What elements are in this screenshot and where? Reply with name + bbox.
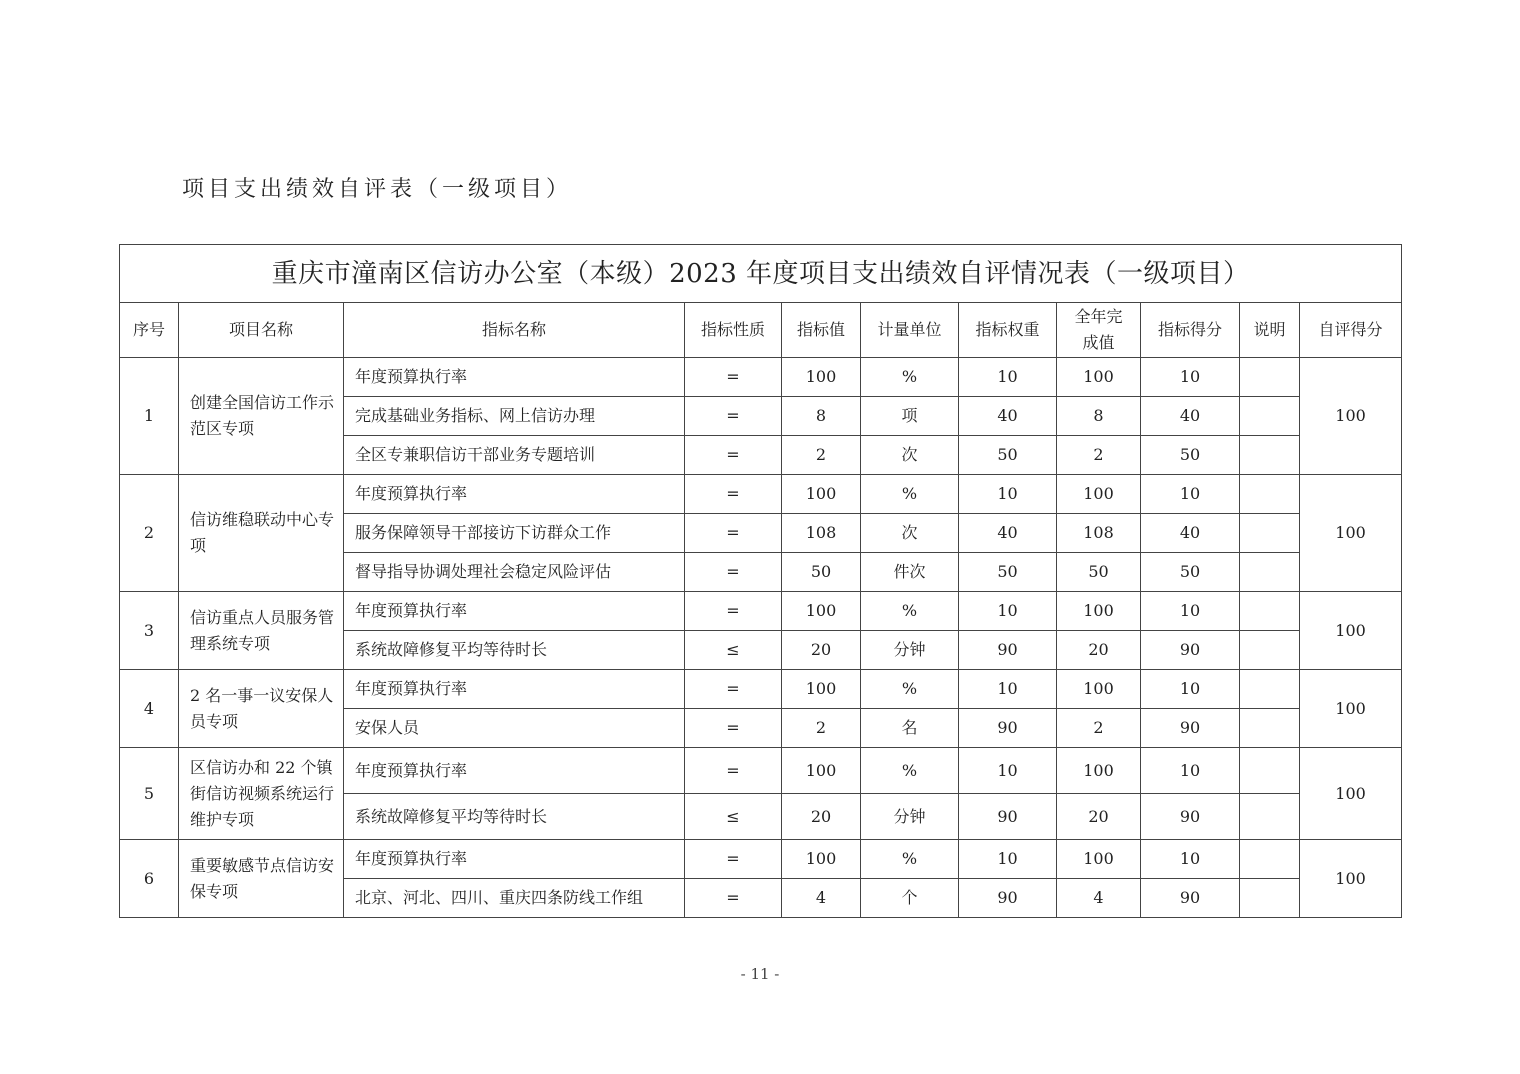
self-score-cell: 100 xyxy=(1300,592,1402,670)
indicator-actual-cell: 100 xyxy=(1057,358,1141,397)
indicator-actual-cell: 20 xyxy=(1057,794,1141,840)
indicator-nature-cell: = xyxy=(685,397,782,436)
indicator-nature-cell: = xyxy=(685,879,782,918)
project-name-cell: 信访重点人员服务管理系统专项 xyxy=(179,592,344,670)
indicator-note-cell xyxy=(1240,553,1300,592)
header-cell: 项目名称 xyxy=(179,303,344,358)
indicator-nature-cell: = xyxy=(685,840,782,879)
indicator-value-cell: 20 xyxy=(782,794,861,840)
indicator-value-cell: 100 xyxy=(782,475,861,514)
project-name-cell: 重要敏感节点信访安保专项 xyxy=(179,840,344,918)
indicator-note-cell xyxy=(1240,709,1300,748)
project-name-cell: 区信访办和 22 个镇街信访视频系统运行维护专项 xyxy=(179,748,344,840)
indicator-points-cell: 10 xyxy=(1141,840,1240,879)
indicator-nature-cell: = xyxy=(685,709,782,748)
indicator-nature-cell: = xyxy=(685,436,782,475)
indicator-unit-cell: 项 xyxy=(861,397,959,436)
indicator-nature-cell: = xyxy=(685,514,782,553)
project-no-cell: 3 xyxy=(120,592,179,670)
project-no-cell: 1 xyxy=(120,358,179,475)
indicator-unit-cell: 分钟 xyxy=(861,794,959,840)
indicator-points-cell: 40 xyxy=(1141,514,1240,553)
self-score-cell: 100 xyxy=(1300,358,1402,475)
header-cell: 序号 xyxy=(120,303,179,358)
indicator-weight-cell: 10 xyxy=(959,475,1057,514)
project-no-cell: 4 xyxy=(120,670,179,748)
header-cell: 指标名称 xyxy=(344,303,685,358)
indicator-actual-cell: 100 xyxy=(1057,592,1141,631)
indicator-value-cell: 100 xyxy=(782,748,861,794)
indicator-actual-cell: 2 xyxy=(1057,436,1141,475)
indicator-actual-cell: 100 xyxy=(1057,748,1141,794)
indicator-points-cell: 50 xyxy=(1141,553,1240,592)
project-no-cell: 5 xyxy=(120,748,179,840)
indicator-actual-cell: 100 xyxy=(1057,840,1141,879)
indicator-points-cell: 10 xyxy=(1141,670,1240,709)
indicator-weight-cell: 40 xyxy=(959,397,1057,436)
table-title: 重庆市潼南区信访办公室（本级）2023 年度项目支出绩效自评情况表（一级项目） xyxy=(120,245,1402,303)
indicator-value-cell: 50 xyxy=(782,553,861,592)
indicator-weight-cell: 40 xyxy=(959,514,1057,553)
indicator-name-cell: 完成基础业务指标、网上信访办理 xyxy=(344,397,685,436)
indicator-name-cell: 年度预算执行率 xyxy=(344,592,685,631)
indicator-nature-cell: = xyxy=(685,553,782,592)
self-score-cell: 100 xyxy=(1300,840,1402,918)
indicator-weight-cell: 90 xyxy=(959,709,1057,748)
indicator-name-cell: 年度预算执行率 xyxy=(344,748,685,794)
indicator-weight-cell: 90 xyxy=(959,794,1057,840)
header-cell: 自评得分 xyxy=(1300,303,1402,358)
indicator-value-cell: 100 xyxy=(782,670,861,709)
indicator-nature-cell: ≤ xyxy=(685,794,782,840)
header-cell: 指标性质 xyxy=(685,303,782,358)
indicator-nature-cell: = xyxy=(685,670,782,709)
project-name-cell: 2 名一事一议安保人员专项 xyxy=(179,670,344,748)
indicator-value-cell: 20 xyxy=(782,631,861,670)
indicator-name-cell: 服务保障领导干部接访下访群众工作 xyxy=(344,514,685,553)
indicator-name-cell: 督导指导协调处理社会稳定风险评估 xyxy=(344,553,685,592)
project-no-cell: 2 xyxy=(120,475,179,592)
indicator-actual-cell: 100 xyxy=(1057,475,1141,514)
indicator-nature-cell: = xyxy=(685,592,782,631)
indicator-weight-cell: 10 xyxy=(959,358,1057,397)
indicator-note-cell xyxy=(1240,840,1300,879)
indicator-name-cell: 年度预算执行率 xyxy=(344,840,685,879)
indicator-value-cell: 108 xyxy=(782,514,861,553)
indicator-nature-cell: = xyxy=(685,475,782,514)
indicator-value-cell: 8 xyxy=(782,397,861,436)
indicator-note-cell xyxy=(1240,879,1300,918)
indicator-nature-cell: ≤ xyxy=(685,631,782,670)
indicator-unit-cell: 分钟 xyxy=(861,631,959,670)
indicator-unit-cell: 件次 xyxy=(861,553,959,592)
table-row xyxy=(120,592,1402,631)
document-heading: 项目支出绩效自评表（一级项目） xyxy=(182,177,573,202)
indicator-value-cell: 2 xyxy=(782,436,861,475)
indicator-value-cell: 2 xyxy=(782,709,861,748)
indicator-actual-cell: 2 xyxy=(1057,709,1141,748)
indicator-note-cell xyxy=(1240,397,1300,436)
indicator-value-cell: 4 xyxy=(782,879,861,918)
header-cell: 指标得分 xyxy=(1141,303,1240,358)
header-cell: 全年完成值 xyxy=(1057,303,1141,358)
indicator-note-cell xyxy=(1240,748,1300,794)
indicator-points-cell: 90 xyxy=(1141,631,1240,670)
indicator-name-cell: 北京、河北、四川、重庆四条防线工作组 xyxy=(344,879,685,918)
indicator-weight-cell: 90 xyxy=(959,631,1057,670)
indicator-unit-cell: 次 xyxy=(861,436,959,475)
indicator-actual-cell: 20 xyxy=(1057,631,1141,670)
table-row xyxy=(120,748,1402,794)
indicator-value-cell: 100 xyxy=(782,592,861,631)
indicator-unit-cell: % xyxy=(861,748,959,794)
indicator-points-cell: 40 xyxy=(1141,397,1240,436)
indicator-weight-cell: 10 xyxy=(959,748,1057,794)
indicator-weight-cell: 50 xyxy=(959,553,1057,592)
table-row xyxy=(120,840,1402,879)
indicator-actual-cell: 108 xyxy=(1057,514,1141,553)
indicator-note-cell xyxy=(1240,436,1300,475)
header-cell: 指标值 xyxy=(782,303,861,358)
indicator-value-cell: 100 xyxy=(782,840,861,879)
table-row xyxy=(120,475,1402,514)
indicator-unit-cell: 个 xyxy=(861,879,959,918)
page-number: - 11 - xyxy=(740,965,780,983)
project-name-cell: 信访维稳联动中心专项 xyxy=(179,475,344,592)
indicator-unit-cell: 名 xyxy=(861,709,959,748)
indicator-unit-cell: % xyxy=(861,592,959,631)
indicator-name-cell: 系统故障修复平均等待时长 xyxy=(344,631,685,670)
self-score-cell: 100 xyxy=(1300,748,1402,840)
indicator-actual-cell: 50 xyxy=(1057,553,1141,592)
indicator-weight-cell: 90 xyxy=(959,879,1057,918)
indicator-actual-cell: 4 xyxy=(1057,879,1141,918)
indicator-unit-cell: % xyxy=(861,358,959,397)
indicator-name-cell: 年度预算执行率 xyxy=(344,670,685,709)
indicator-unit-cell: % xyxy=(861,670,959,709)
indicator-unit-cell: 次 xyxy=(861,514,959,553)
table-row xyxy=(120,670,1402,709)
indicator-note-cell xyxy=(1240,514,1300,553)
indicator-note-cell xyxy=(1240,794,1300,840)
indicator-nature-cell: = xyxy=(685,748,782,794)
table-body xyxy=(120,245,1402,918)
indicator-points-cell: 50 xyxy=(1141,436,1240,475)
indicator-points-cell: 90 xyxy=(1141,794,1240,840)
indicator-name-cell: 全区专兼职信访干部业务专题培训 xyxy=(344,436,685,475)
indicator-points-cell: 10 xyxy=(1141,748,1240,794)
self-score-cell: 100 xyxy=(1300,475,1402,592)
indicator-actual-cell: 8 xyxy=(1057,397,1141,436)
performance-table xyxy=(119,244,1402,918)
indicator-unit-cell: % xyxy=(861,840,959,879)
indicator-unit-cell: % xyxy=(861,475,959,514)
indicator-name-cell: 系统故障修复平均等待时长 xyxy=(344,794,685,840)
indicator-points-cell: 10 xyxy=(1141,592,1240,631)
indicator-points-cell: 10 xyxy=(1141,475,1240,514)
indicator-note-cell xyxy=(1240,475,1300,514)
indicator-name-cell: 安保人员 xyxy=(344,709,685,748)
header-cell: 指标权重 xyxy=(959,303,1057,358)
indicator-points-cell: 90 xyxy=(1141,879,1240,918)
indicator-value-cell: 100 xyxy=(782,358,861,397)
indicator-note-cell xyxy=(1240,631,1300,670)
indicator-points-cell: 10 xyxy=(1141,358,1240,397)
indicator-note-cell xyxy=(1240,670,1300,709)
indicator-weight-cell: 10 xyxy=(959,670,1057,709)
header-cell: 说明 xyxy=(1240,303,1300,358)
project-name-cell: 创建全国信访工作示范区专项 xyxy=(179,358,344,475)
indicator-note-cell xyxy=(1240,592,1300,631)
indicator-nature-cell: = xyxy=(685,358,782,397)
indicator-weight-cell: 50 xyxy=(959,436,1057,475)
indicator-weight-cell: 10 xyxy=(959,840,1057,879)
indicator-name-cell: 年度预算执行率 xyxy=(344,358,685,397)
indicator-points-cell: 90 xyxy=(1141,709,1240,748)
indicator-note-cell xyxy=(1240,358,1300,397)
indicator-weight-cell: 10 xyxy=(959,592,1057,631)
project-no-cell: 6 xyxy=(120,840,179,918)
header-row xyxy=(120,303,1402,358)
table-row xyxy=(120,358,1402,397)
indicator-name-cell: 年度预算执行率 xyxy=(344,475,685,514)
indicator-actual-cell: 100 xyxy=(1057,670,1141,709)
self-score-cell: 100 xyxy=(1300,670,1402,748)
header-cell: 计量单位 xyxy=(861,303,959,358)
